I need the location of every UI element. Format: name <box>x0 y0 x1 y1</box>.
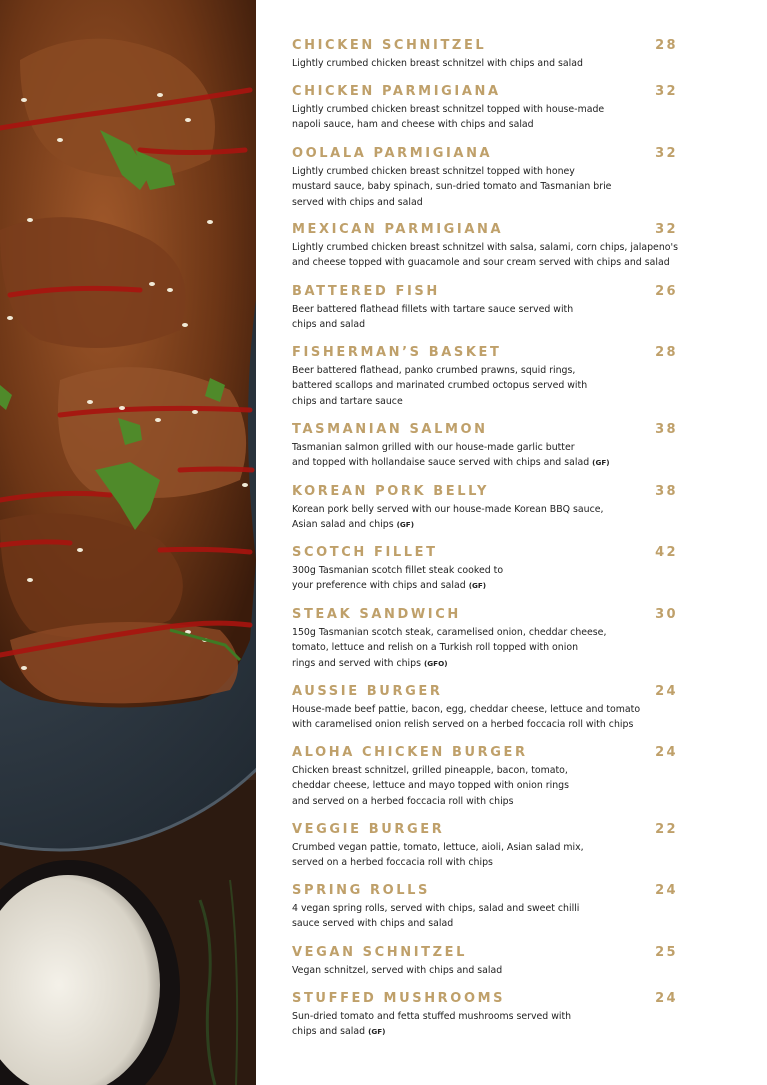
menu-item-fishermans-basket <box>292 345 678 409</box>
dietary-tag: (GF) <box>368 1027 386 1037</box>
menu-item-price: 24 <box>655 991 678 1006</box>
menu-item-aussie-burger <box>292 684 678 733</box>
menu-item-description: Lightly crumbed chicken breast schnitzel topped with honey mustard sauce, baby spinach, sun-dried tomato and Tasmanian brie served with chips and salad <box>292 166 612 208</box>
menu-item-description: Lightly crumbed chicken breast schnitzel topped with house-made napoli sauce, ham and cheese with chips and salad <box>292 104 605 131</box>
menu-item-description: Chicken breast schnitzel, grilled pineapple, bacon, tomato, cheddar cheese, lettuce and mayo topped with onion rings and served on a herbed foccacia roll with chips <box>292 765 569 807</box>
menu-item-description: 300g Tasmanian scotch fillet steak cooked to your preference with chips and salad (GF) <box>292 565 504 592</box>
menu-item-steak-sandwich <box>292 607 678 671</box>
menu-item-description: Tasmanian salmon grilled with our house-made garlic butter and topped with hollandaise sauce served with chips and salad (GF) <box>292 442 610 469</box>
menu-item-price: 30 <box>655 607 678 622</box>
menu-item-mexican-parmigiana <box>292 222 678 271</box>
menu-item-veggie-burger <box>292 822 678 871</box>
menu-item-price: 42 <box>655 545 678 560</box>
menu-item-scotch-fillet <box>292 545 678 594</box>
dietary-tag: (GF) <box>468 581 487 591</box>
menu-item-name: SPRING ROLLS <box>292 883 431 898</box>
menu-item-tasmanian-salmon <box>292 422 678 471</box>
menu-item-name: AUSSIE BURGER <box>292 684 443 699</box>
menu-item-name: CHICKEN PARMIGIANA <box>292 84 501 99</box>
menu-item-chicken-schnitzel <box>292 38 678 71</box>
menu-item-description: Korean pork belly served with our house-made Korean BBQ sauce, Asian salad and chips (GF) <box>292 504 604 531</box>
menu-item-name: OOLALA PARMIGIANA <box>292 146 493 161</box>
menu-item-price: 24 <box>655 883 678 898</box>
menu-item-description: 150g Tasmanian scotch steak, caramelised onion, cheddar cheese, tomato, lettuce and relish on a Turkish roll topped with onion rings and served with chips (GFO) <box>292 627 607 669</box>
menu-item-description: Beer battered flathead, panko crumbed prawns, squid rings, battered scallops and marinated crumbed octopus served with chips and tartare sauce <box>292 365 588 407</box>
dietary-tag: (GF) <box>592 458 610 468</box>
menu-item-description: Crumbed vegan pattie, tomato, lettuce, aioli, Asian salad mix, served on a herbed foccacia roll with chips <box>292 842 584 869</box>
menu-item-name: VEGAN SCHNITZEL <box>292 945 468 960</box>
menu-item-name: TASMANIAN SALMON <box>292 422 488 437</box>
menu-list <box>292 0 682 1085</box>
menu-item-price: 26 <box>655 284 678 299</box>
menu-item-name: BATTERED FISH <box>292 284 440 299</box>
menu-item-korean-pork-belly <box>292 484 678 533</box>
menu-item-oolala-parmigiana <box>292 146 678 210</box>
menu-item-description: Sun-dried tomato and fetta stuffed mushrooms served with chips and salad (GF) <box>292 1011 572 1038</box>
menu-item-name: STEAK SANDWICH <box>292 607 461 622</box>
menu-item-description: House-made beef pattie, bacon, egg, cheddar cheese, lettuce and tomato with caramelised onion relish served on a herbed foccacia roll with chips <box>292 704 641 731</box>
menu-item-price: 32 <box>655 222 678 237</box>
menu-item-stuffed-mushrooms <box>292 991 678 1040</box>
menu-item-price: 22 <box>655 822 678 837</box>
menu-item-name: STUFFED MUSHROOMS <box>292 991 506 1006</box>
menu-item-name: ALOHA CHICKEN BURGER <box>292 745 528 760</box>
menu-item-price: 28 <box>655 38 678 53</box>
menu-item-description: Lightly crumbed chicken breast schnitzel with salsa, salami, corn chips, jalapeno's and cheese topped with guacamole and sour cream served with chips and salad <box>292 242 678 269</box>
menu-item-name: MEXICAN PARMIGIANA <box>292 222 504 237</box>
menu-item-price: 32 <box>655 146 678 161</box>
menu-item-aloha-chicken-burger <box>292 745 678 809</box>
menu-item-name: VEGGIE BURGER <box>292 822 445 837</box>
menu-item-vegan-schnitzel <box>292 945 678 978</box>
menu-item-price: 25 <box>655 945 678 960</box>
menu-item-battered-fish <box>292 284 678 333</box>
menu-item-chicken-parmigiana <box>292 84 678 133</box>
menu-item-name: SCOTCH FILLET <box>292 545 438 560</box>
menu-item-price: 24 <box>655 684 678 699</box>
menu-item-description: 4 vegan spring rolls, served with chips, salad and sweet chilli sauce served with chips and salad <box>292 903 580 930</box>
menu-item-price: 38 <box>655 484 678 499</box>
dietary-tag: (GFO) <box>423 658 448 668</box>
dietary-tag: (GF) <box>396 520 415 530</box>
menu-item-price: 32 <box>655 84 678 99</box>
food-photo <box>0 0 256 1085</box>
menu-item-price: 28 <box>655 345 678 360</box>
menu-item-name: KOREAN PORK BELLY <box>292 484 490 499</box>
menu-item-spring-rolls <box>292 883 678 932</box>
menu-item-name: FISHERMAN’S BASKET <box>292 345 502 360</box>
menu-item-description: Lightly crumbed chicken breast schnitzel with chips and salad <box>292 58 583 69</box>
menu-item-name: CHICKEN SCHNITZEL <box>292 38 487 53</box>
menu-item-description: Vegan schnitzel, served with chips and salad <box>292 965 503 976</box>
menu-item-price: 38 <box>655 422 678 437</box>
menu-item-price: 24 <box>655 745 678 760</box>
menu-item-description: Beer battered flathead fillets with tartare sauce served with chips and salad <box>292 304 574 331</box>
